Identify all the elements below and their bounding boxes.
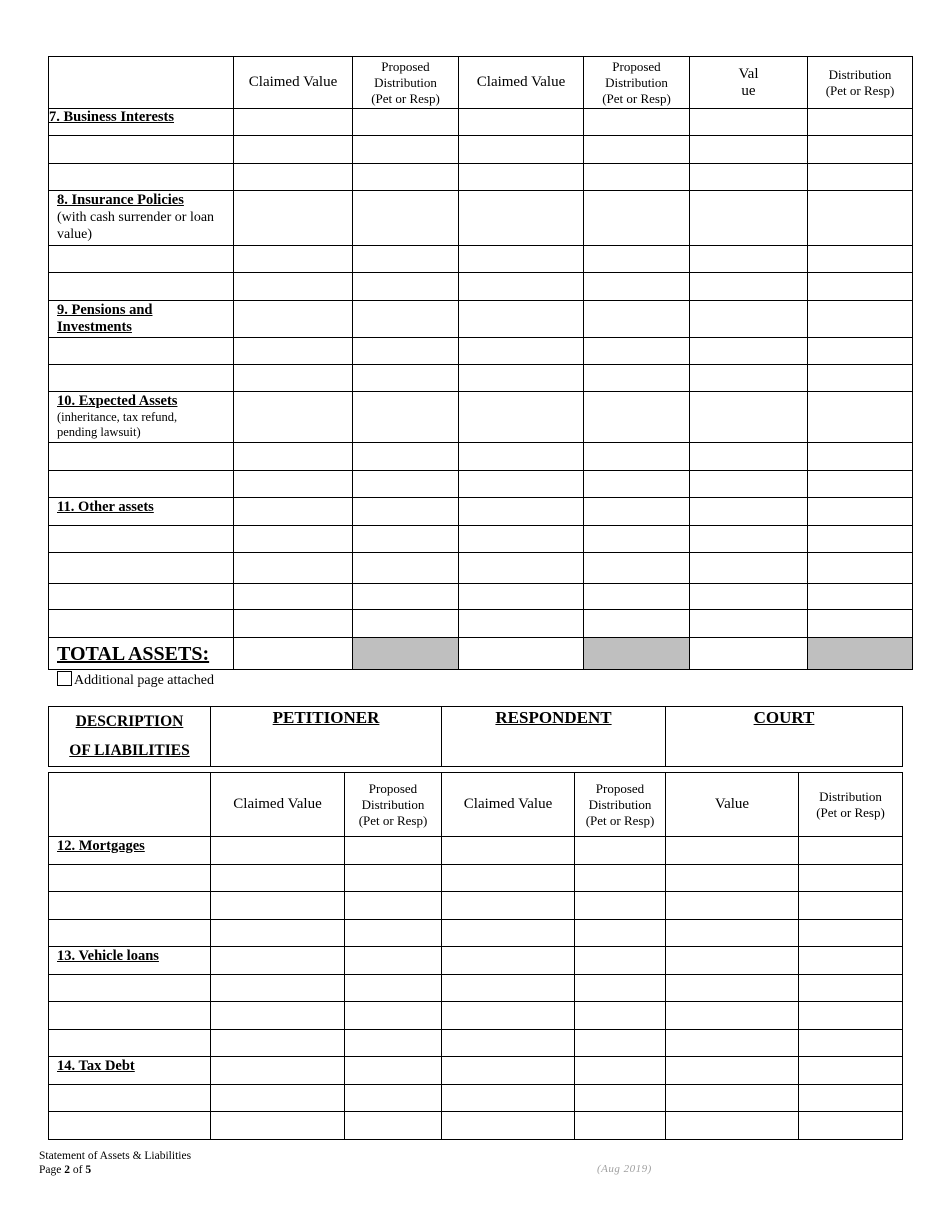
input-cell[interactable] [353, 610, 459, 638]
input-cell[interactable] [808, 164, 913, 191]
input-cell[interactable] [211, 1002, 345, 1030]
input-cell[interactable] [690, 443, 808, 471]
footer-form-title: Statement of Assets & Liabilities [39, 1150, 192, 1162]
input-cell[interactable] [234, 553, 353, 584]
input-cell[interactable] [584, 246, 690, 273]
table-row [49, 1112, 903, 1140]
input-cell[interactable] [234, 136, 353, 164]
input-cell[interactable] [808, 301, 913, 338]
table-row [49, 892, 903, 920]
respondent-header: RESPONDENT [442, 707, 666, 767]
input-cell[interactable] [690, 338, 808, 365]
input-cell[interactable] [211, 1030, 345, 1057]
input-cell[interactable] [575, 975, 666, 1002]
input-cell[interactable] [575, 947, 666, 975]
additional-page-checkbox[interactable] [57, 671, 72, 686]
footer [39, 1149, 191, 1177]
court-distribution-header: Distribution (Pet or Resp) [799, 773, 903, 837]
input-cell[interactable] [799, 975, 903, 1002]
resp-claimed-value-header: Claimed Value [459, 57, 584, 109]
input-cell[interactable] [49, 1085, 211, 1112]
input-cell[interactable] [799, 1085, 903, 1112]
input-cell[interactable] [459, 191, 584, 246]
input-cell[interactable] [459, 136, 584, 164]
input-cell[interactable] [211, 975, 345, 1002]
shaded-cell [353, 638, 459, 670]
input-cell[interactable] [234, 273, 353, 301]
total-assets-label: TOTAL ASSETS: [49, 638, 234, 670]
input-cell[interactable] [799, 1002, 903, 1030]
input-cell[interactable] [234, 471, 353, 498]
input-cell[interactable] [353, 109, 459, 136]
input-cell[interactable] [575, 1112, 666, 1140]
input-cell[interactable] [459, 610, 584, 638]
input-cell[interactable] [442, 1002, 575, 1030]
input-cell[interactable] [666, 1085, 799, 1112]
table-row [49, 1057, 903, 1085]
input-cell[interactable] [666, 975, 799, 1002]
input-cell[interactable] [353, 443, 459, 471]
petitioner-header: PETITIONER [211, 707, 442, 767]
input-cell[interactable] [442, 975, 575, 1002]
input-cell[interactable] [808, 136, 913, 164]
input-cell[interactable] [345, 837, 442, 865]
input-cell[interactable] [690, 526, 808, 553]
input-cell[interactable] [459, 498, 584, 526]
input-cell[interactable] [690, 136, 808, 164]
input-cell[interactable] [575, 1057, 666, 1085]
input-cell[interactable] [584, 338, 690, 365]
input-cell[interactable] [799, 947, 903, 975]
resp-proposed-distribution-header: Proposed Distribution (Pet or Resp) [584, 57, 690, 109]
table-row [49, 246, 913, 273]
input-cell[interactable] [459, 584, 584, 610]
input-cell[interactable] [345, 920, 442, 947]
input-cell[interactable] [49, 1030, 211, 1057]
table-row [49, 471, 913, 498]
section-label-pensions-investments: 9. Pensions and Investments [49, 301, 234, 338]
input-cell[interactable] [353, 392, 459, 443]
input-cell[interactable] [49, 1112, 211, 1140]
table-row [49, 191, 913, 246]
pet-claimed-value-header: Claimed Value [234, 57, 353, 109]
input-cell[interactable] [353, 273, 459, 301]
table-row [49, 920, 903, 947]
input-cell[interactable] [353, 164, 459, 191]
input-cell[interactable] [442, 1030, 575, 1057]
input-cell[interactable] [234, 638, 353, 670]
input-cell[interactable] [345, 1085, 442, 1112]
input-cell[interactable] [49, 975, 211, 1002]
footer-page-number: Page 2 of 5 [39, 1164, 92, 1176]
pet-proposed-distribution-header: Proposed Distribution (Pet or Resp) [345, 773, 442, 837]
input-cell[interactable] [666, 1002, 799, 1030]
input-cell[interactable] [459, 526, 584, 553]
input-cell[interactable] [690, 553, 808, 584]
input-cell[interactable] [234, 498, 353, 526]
table-row [49, 553, 913, 584]
input-cell[interactable] [459, 246, 584, 273]
input-cell[interactable] [49, 1002, 211, 1030]
section-label-vehicle-loans: 13. Vehicle loans [49, 947, 211, 975]
table-row [49, 947, 903, 975]
input-cell[interactable] [575, 837, 666, 865]
input-cell[interactable] [808, 584, 913, 610]
input-cell[interactable] [666, 1112, 799, 1140]
input-cell[interactable] [353, 471, 459, 498]
court-header: COURT [666, 707, 903, 767]
input-cell[interactable] [459, 471, 584, 498]
input-cell[interactable] [211, 892, 345, 920]
input-cell[interactable] [234, 584, 353, 610]
input-cell[interactable] [49, 865, 211, 892]
input-cell[interactable] [690, 584, 808, 610]
assets-table [48, 56, 913, 670]
input-cell[interactable] [234, 365, 353, 392]
input-cell[interactable] [353, 136, 459, 164]
input-cell[interactable] [442, 892, 575, 920]
input-cell[interactable] [799, 1057, 903, 1085]
input-cell[interactable] [345, 1030, 442, 1057]
input-cell[interactable] [345, 1002, 442, 1030]
input-cell[interactable] [49, 584, 234, 610]
input-cell[interactable] [584, 498, 690, 526]
input-cell[interactable] [353, 526, 459, 553]
input-cell[interactable] [584, 109, 690, 136]
section-label-expected-assets: 10. Expected Assets (inheritance, tax refund, pending lawsuit) [49, 392, 234, 443]
input-cell[interactable] [459, 365, 584, 392]
input-cell[interactable] [234, 338, 353, 365]
liabilities-table [48, 772, 903, 1140]
input-cell[interactable] [459, 109, 584, 136]
total-assets-row [49, 638, 913, 670]
input-cell[interactable] [690, 610, 808, 638]
input-cell[interactable] [345, 865, 442, 892]
input-cell[interactable] [49, 892, 211, 920]
table-row [49, 392, 913, 443]
input-cell[interactable] [690, 301, 808, 338]
input-cell[interactable] [345, 892, 442, 920]
input-cell[interactable] [49, 136, 234, 164]
input-cell[interactable] [575, 1030, 666, 1057]
input-cell[interactable] [690, 191, 808, 246]
resp-claimed-value-header: Claimed Value [442, 773, 575, 837]
table-row [49, 837, 903, 865]
table-row [49, 526, 913, 553]
input-cell[interactable] [442, 1085, 575, 1112]
input-cell[interactable] [234, 191, 353, 246]
input-cell[interactable] [211, 865, 345, 892]
input-cell[interactable] [690, 498, 808, 526]
input-cell[interactable] [799, 865, 903, 892]
input-cell[interactable] [799, 1112, 903, 1140]
input-cell[interactable] [234, 109, 353, 136]
table-row [49, 1030, 903, 1057]
input-cell[interactable] [442, 947, 575, 975]
input-cell[interactable] [345, 975, 442, 1002]
input-cell[interactable] [808, 526, 913, 553]
input-cell[interactable] [799, 837, 903, 865]
input-cell[interactable] [353, 584, 459, 610]
input-cell[interactable] [345, 1112, 442, 1140]
input-cell[interactable] [808, 471, 913, 498]
input-cell[interactable] [211, 1085, 345, 1112]
input-cell[interactable] [575, 1085, 666, 1112]
input-cell[interactable] [666, 920, 799, 947]
input-cell[interactable] [49, 443, 234, 471]
description-of-liabilities-header: DESCRIPTION OF LIABILITIES [49, 707, 211, 767]
pet-proposed-distribution-header: Proposed Distribution (Pet or Resp) [353, 57, 459, 109]
input-cell[interactable] [666, 837, 799, 865]
section-label-tax-debt: 14. Tax Debt [49, 1057, 211, 1085]
section-label-business-interests: 7. Business Interests [49, 109, 234, 136]
table-row [49, 443, 913, 471]
table-row [49, 1002, 903, 1030]
input-cell[interactable] [211, 947, 345, 975]
table-row [49, 865, 903, 892]
input-cell[interactable] [345, 947, 442, 975]
input-cell[interactable] [584, 164, 690, 191]
input-cell[interactable] [808, 109, 913, 136]
court-value-header: Val ue [690, 57, 808, 109]
input-cell[interactable] [584, 610, 690, 638]
table-row [49, 498, 913, 526]
input-cell[interactable] [808, 610, 913, 638]
liabilities-column-header-row [49, 773, 903, 837]
input-cell[interactable] [49, 526, 234, 553]
input-cell[interactable] [808, 338, 913, 365]
input-cell[interactable] [690, 365, 808, 392]
input-cell[interactable] [799, 892, 903, 920]
input-cell[interactable] [459, 392, 584, 443]
input-cell[interactable] [49, 471, 234, 498]
table-row [49, 109, 913, 136]
input-cell[interactable] [211, 1112, 345, 1140]
input-cell[interactable] [442, 1057, 575, 1085]
liabilities-header-blank [49, 773, 211, 837]
input-cell[interactable] [666, 892, 799, 920]
table-row [49, 975, 903, 1002]
assets-column-header-row [49, 57, 913, 109]
input-cell[interactable] [575, 892, 666, 920]
assets-header-blank [49, 57, 234, 109]
shaded-cell [808, 638, 913, 670]
input-cell[interactable] [584, 526, 690, 553]
table-row [49, 164, 913, 191]
input-cell[interactable] [49, 610, 234, 638]
input-cell[interactable] [459, 553, 584, 584]
input-cell[interactable] [234, 301, 353, 338]
input-cell[interactable] [575, 865, 666, 892]
shaded-cell [584, 638, 690, 670]
input-cell[interactable] [666, 947, 799, 975]
input-cell[interactable] [49, 365, 234, 392]
table-row [49, 1085, 903, 1112]
input-cell[interactable] [666, 865, 799, 892]
input-cell[interactable] [808, 392, 913, 443]
input-cell[interactable] [234, 610, 353, 638]
input-cell[interactable] [690, 246, 808, 273]
input-cell[interactable] [808, 498, 913, 526]
table-row [49, 610, 913, 638]
input-cell[interactable] [211, 837, 345, 865]
input-cell[interactable] [353, 498, 459, 526]
input-cell[interactable] [234, 443, 353, 471]
input-cell[interactable] [690, 471, 808, 498]
input-cell[interactable] [459, 301, 584, 338]
pet-claimed-value-header: Claimed Value [211, 773, 345, 837]
input-cell[interactable] [234, 392, 353, 443]
input-cell[interactable] [49, 338, 234, 365]
input-cell[interactable] [808, 191, 913, 246]
input-cell[interactable] [808, 273, 913, 301]
input-cell[interactable] [211, 920, 345, 947]
input-cell[interactable] [49, 920, 211, 947]
input-cell[interactable] [584, 301, 690, 338]
input-cell[interactable] [690, 164, 808, 191]
table-row [49, 136, 913, 164]
input-cell[interactable] [690, 109, 808, 136]
input-cell[interactable] [575, 1002, 666, 1030]
input-cell[interactable] [808, 246, 913, 273]
section-label-other-assets: 11. Other assets [49, 498, 234, 526]
input-cell[interactable] [353, 365, 459, 392]
input-cell[interactable] [575, 920, 666, 947]
table-row [49, 301, 913, 338]
input-cell[interactable] [234, 526, 353, 553]
input-cell[interactable] [799, 920, 903, 947]
input-cell[interactable] [442, 920, 575, 947]
input-cell[interactable] [690, 273, 808, 301]
input-cell[interactable] [666, 1030, 799, 1057]
input-cell[interactable] [808, 365, 913, 392]
input-cell[interactable] [584, 273, 690, 301]
input-cell[interactable] [49, 273, 234, 301]
section-label-insurance-policies: 8. Insurance Policies (with cash surrender or loan value) [49, 191, 234, 246]
table-row [49, 584, 913, 610]
additional-page-checkbox-row [57, 671, 214, 690]
resp-proposed-distribution-header: Proposed Distribution (Pet or Resp) [575, 773, 666, 837]
input-cell[interactable] [584, 365, 690, 392]
footer-revision-date: (Aug 2019) [597, 1163, 652, 1175]
input-cell[interactable] [234, 164, 353, 191]
liabilities-header-table [48, 706, 903, 767]
input-cell[interactable] [345, 1057, 442, 1085]
input-cell[interactable] [690, 392, 808, 443]
input-cell[interactable] [808, 553, 913, 584]
input-cell[interactable] [49, 553, 234, 584]
input-cell[interactable] [584, 584, 690, 610]
input-cell[interactable] [799, 1030, 903, 1057]
input-cell[interactable] [234, 246, 353, 273]
input-cell[interactable] [584, 443, 690, 471]
input-cell[interactable] [353, 301, 459, 338]
input-cell[interactable] [49, 164, 234, 191]
court-distribution-header: Distribution (Pet or Resp) [808, 57, 913, 109]
input-cell[interactable] [459, 638, 584, 670]
input-cell[interactable] [459, 164, 584, 191]
input-cell[interactable] [666, 1057, 799, 1085]
input-cell[interactable] [584, 471, 690, 498]
table-row [49, 273, 913, 301]
additional-page-label: Additional page attached [74, 673, 214, 688]
section-label-mortgages: 12. Mortgages [49, 837, 211, 865]
input-cell[interactable] [459, 338, 584, 365]
input-cell[interactable] [459, 443, 584, 471]
input-cell[interactable] [442, 865, 575, 892]
input-cell[interactable] [442, 837, 575, 865]
input-cell[interactable] [584, 553, 690, 584]
input-cell[interactable] [353, 246, 459, 273]
input-cell[interactable] [442, 1112, 575, 1140]
input-cell[interactable] [49, 246, 234, 273]
input-cell[interactable] [353, 191, 459, 246]
input-cell[interactable] [459, 273, 584, 301]
table-row [49, 338, 913, 365]
input-cell[interactable] [808, 443, 913, 471]
input-cell[interactable] [584, 136, 690, 164]
input-cell[interactable] [584, 191, 690, 246]
table-row [49, 365, 913, 392]
input-cell[interactable] [353, 553, 459, 584]
input-cell[interactable] [353, 338, 459, 365]
input-cell[interactable] [584, 392, 690, 443]
input-cell[interactable] [211, 1057, 345, 1085]
input-cell[interactable] [690, 638, 808, 670]
court-value-header: Value [666, 773, 799, 837]
